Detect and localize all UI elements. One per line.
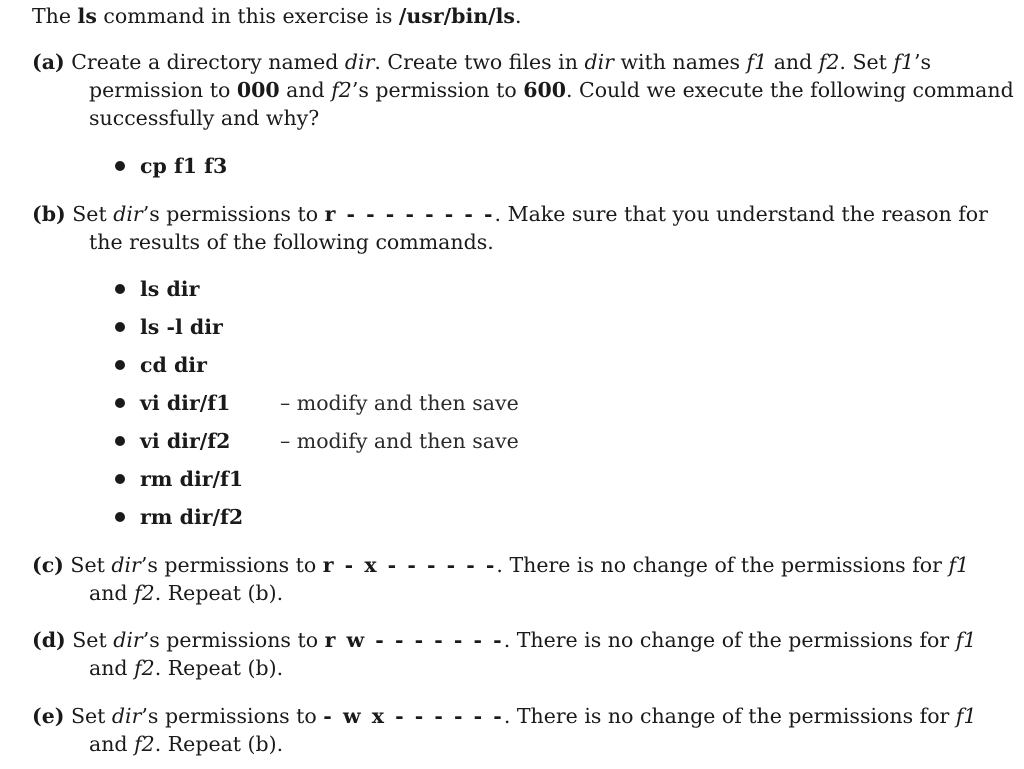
text: and xyxy=(767,50,819,74)
permission-string: r - x - - - - - - xyxy=(322,553,497,577)
dir-name: dir xyxy=(113,202,143,226)
dir-name: dir xyxy=(584,50,614,74)
text: . There is no change of the permissions for xyxy=(503,628,956,652)
list-item xyxy=(112,503,519,541)
intro-line xyxy=(32,2,522,30)
text: Set xyxy=(70,704,112,728)
text: Set xyxy=(70,553,112,577)
file-name: f2 xyxy=(134,732,155,756)
text: Create a directory named xyxy=(71,50,345,74)
text: ’s permissions to xyxy=(140,553,323,577)
intro-text: The xyxy=(32,4,78,28)
command: rm dir/f1 xyxy=(140,467,244,491)
text: . Make sure that you understand the reason for xyxy=(494,202,988,226)
command: cd dir xyxy=(140,353,207,377)
exercise-a-commands xyxy=(112,152,280,190)
list-item xyxy=(112,389,519,427)
dir-name: dir xyxy=(111,704,142,728)
file-name: f2 xyxy=(134,581,155,605)
text: . Create two files in xyxy=(374,50,585,74)
exercise-e-label: (e) xyxy=(32,704,65,728)
file-name: f1 xyxy=(955,628,977,652)
text: and xyxy=(89,656,135,680)
text: . Repeat (b). xyxy=(154,581,284,605)
dir-name: dir xyxy=(113,628,143,652)
ls-path: /usr/bin/ls xyxy=(398,4,515,28)
text: ’s permissions to xyxy=(142,628,325,652)
command: vi dir/f1 xyxy=(140,391,231,415)
bullet-icon xyxy=(115,322,125,332)
intro-text: . xyxy=(514,4,522,28)
dir-name: dir xyxy=(111,553,141,577)
exercise-d-line1 xyxy=(32,626,977,654)
command: ls dir xyxy=(140,277,200,301)
exercise-e-line1 xyxy=(32,702,977,730)
exercise-d-line2 xyxy=(32,654,952,682)
exercise-a-label: (a) xyxy=(32,50,65,74)
exercise-d xyxy=(32,626,977,682)
exercise-c-line2 xyxy=(32,579,952,607)
exercise-a-line3: successfully and why? xyxy=(89,106,320,130)
command: ls -l dir xyxy=(140,315,223,339)
text: . Set xyxy=(839,50,894,74)
exercise-b-label: (b) xyxy=(32,202,66,226)
text: ’s permission to xyxy=(351,78,524,102)
bullet-icon xyxy=(115,284,125,294)
list-item xyxy=(112,275,519,313)
command: rm dir/f2 xyxy=(140,505,244,529)
exercise-c-label: (c) xyxy=(32,553,64,577)
file-name: f1 xyxy=(948,553,970,577)
file-name: f1 xyxy=(955,704,977,728)
bullet-icon xyxy=(115,436,125,446)
file-name: f1 xyxy=(893,50,915,74)
permission-value: 600 xyxy=(523,78,566,102)
exercise-b xyxy=(32,200,988,256)
exercise-a-line2 xyxy=(32,76,1014,104)
text: ’s permissions to xyxy=(142,202,325,226)
permission-string: r - - - - - - - - xyxy=(324,202,495,226)
exercise-e xyxy=(32,702,977,758)
text: . There is no change of the permissions for xyxy=(503,704,956,728)
bullet-icon xyxy=(115,512,125,522)
text: permission to xyxy=(89,78,237,102)
file-name: f1 xyxy=(746,50,768,74)
file-name: f2 xyxy=(818,50,840,74)
command-note: – modify and then save xyxy=(280,429,519,453)
command: cp f1 f3 xyxy=(140,154,228,178)
list-item xyxy=(112,465,519,503)
list-item xyxy=(112,152,280,190)
text: ’s permissions to xyxy=(141,704,324,728)
command: vi dir/f2 xyxy=(140,429,231,453)
permission-value: 000 xyxy=(236,78,280,102)
text: . There is no change of the permissions for xyxy=(496,553,949,577)
text: Set xyxy=(72,202,114,226)
text: ’s xyxy=(914,50,932,74)
exercise-b-line2: the results of the following commands. xyxy=(89,230,494,254)
exercise-d-label: (d) xyxy=(32,628,66,652)
exercise-a xyxy=(32,48,1014,132)
bullet-icon xyxy=(115,161,125,171)
text: . Repeat (b). xyxy=(154,732,284,756)
bullet-icon xyxy=(115,398,125,408)
text: and xyxy=(89,581,135,605)
exercise-e-line2 xyxy=(32,730,952,758)
exercise-c xyxy=(32,551,970,607)
command-note: – modify and then save xyxy=(280,391,519,415)
permission-string: - w x - - - - - - xyxy=(323,704,504,728)
bullet-icon xyxy=(115,474,125,484)
exercise-c-line1 xyxy=(32,551,970,579)
bullet-icon xyxy=(115,360,125,370)
file-name: f2 xyxy=(134,656,155,680)
text: and xyxy=(89,732,135,756)
dir-name: dir xyxy=(344,50,375,74)
file-name: f2 xyxy=(331,78,352,102)
permission-string: r w - - - - - - - xyxy=(324,628,504,652)
ls-command: ls xyxy=(77,4,97,28)
exercise-a-line1 xyxy=(32,48,952,76)
intro-text: command in this exercise is xyxy=(96,4,399,28)
text: . Could we execute the following command xyxy=(566,78,1014,102)
list-item xyxy=(112,313,519,351)
list-item xyxy=(112,427,519,465)
text: with names xyxy=(613,50,747,74)
text: . Repeat (b). xyxy=(154,656,284,680)
list-item xyxy=(112,351,519,389)
exercise-b-commands xyxy=(112,275,519,541)
text: and xyxy=(279,78,332,102)
text: Set xyxy=(72,628,114,652)
exercise-b-line1 xyxy=(32,200,988,228)
